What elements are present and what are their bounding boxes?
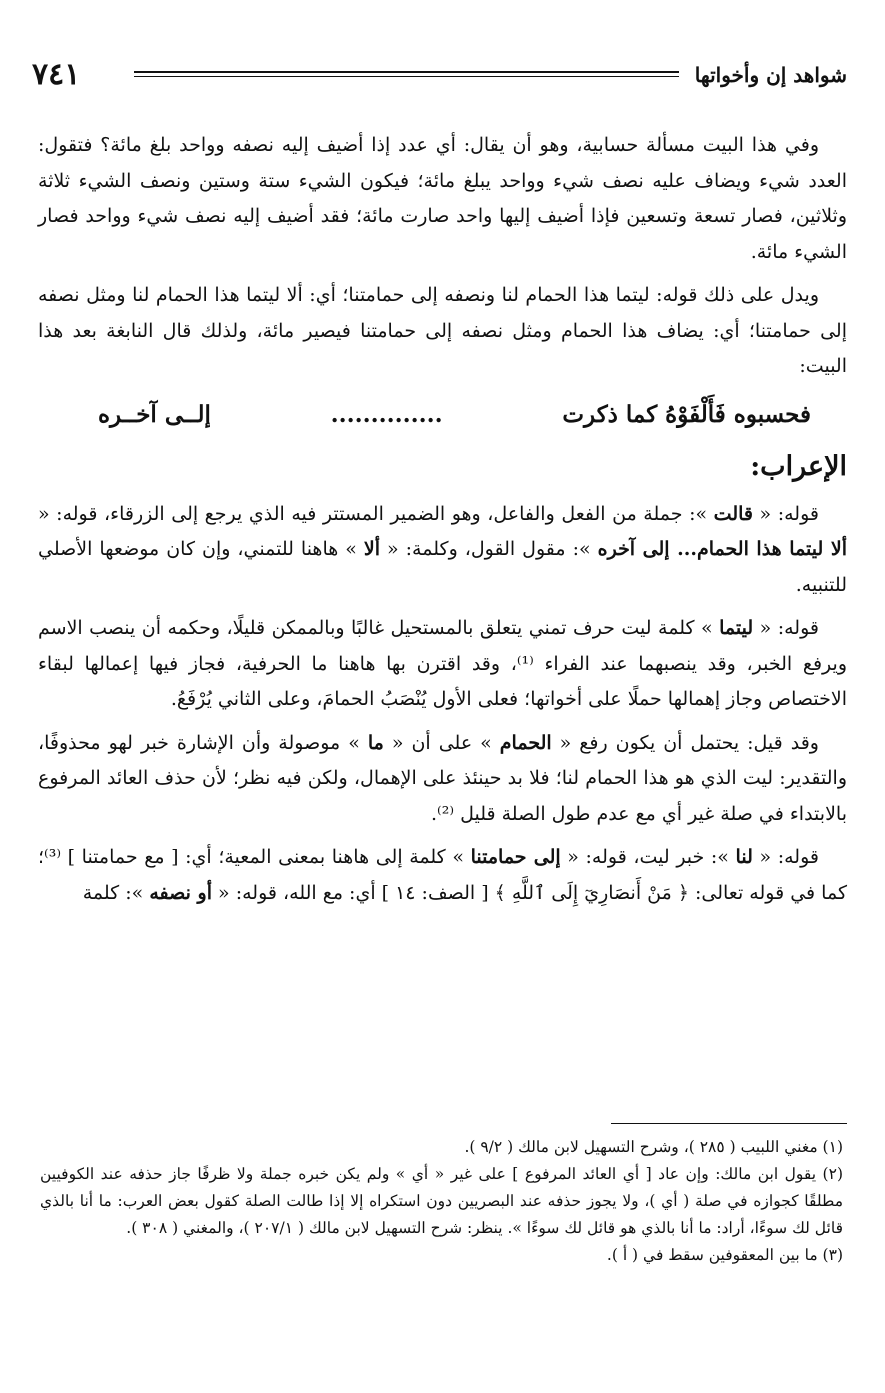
page-number: ٧٤١ [32,57,81,92]
paragraph-lana: قوله: « لنا »: خبر ليت، قوله: « إلى حمامتنا » كلمة إلى هاهنا بمعنى المعية؛ أي: [ مع حمامتنا ] ⁽³⁾؛ كما في قوله تعالى: ﴿ مَنْ أَنصَارِيٓ إِلَى ٱللَّهِ ﴾ [ الصف: ١٤ ] أي: مع الله، قوله: « أو نصفه »: كلمة [38,846,847,904]
term-laytama: ليتما [719,617,754,639]
section-heading: الإعراب: [750,450,847,482]
paragraph-evidence: ويدل على ذلك قوله: ليتما هذا الحمام لنا ونصفه إلى حمامتنا؛ أي: ألا ليتما هذا الحمام لنا ومثل نصفه إلى حمامتنا؛ أي: يضاف هذا الحمام ومثل نصفه إلى حمامتنا فيصير مائة، ولذلك قال النابغة بعد هذا البيت: [38,284,847,377]
paragraph-arithmetic: وفي هذا البيت مسألة حسابية، وهو أن يقال: أي عدد إذا أضيف إليه نصفه وواحد بلغ مائة؟ فتقول: العدد شيء ويضاف عليه نصف شيء وواحد يبلغ مائة؛ فيكون الشيء ستة وستين ونصف الشيء ثلاثة وثلاثين، فصار تسعة وتسعين فإذا أضيف إليها واحد صارت مائة؛ فقد أضيف إليه نصف شيء وواحد فصار الشيء مائة. [38,134,847,263]
footnotes [40,1134,843,1269]
term-quoted-verse: ألا ليتما هذا الحمام... إلى آخره [597,538,848,560]
main-text [38,128,847,919]
footnote-separator [611,1123,847,1124]
term-ila-hamamatina: إلى حمامتنا [470,846,561,868]
verse-ellipsis: .............. [330,400,443,428]
footnote-1: (١) مغني اللبيب ( ٢٨٥ )، وشرح التسهيل لابن مالك ( ٩/٢ ). [464,1138,843,1156]
poem-verse [38,393,847,437]
page-header [32,55,847,97]
paragraph-laytama: قوله: « ليتما » كلمة ليت حرف تمني يتعلق بالمستحيل غالبًا وبالممكن قليلًا، وحكمه أن ينصب الاسم ويرفع الخبر، وقد ينصبهما عند الفراء ⁽¹⁾، وقد اقترن بها هاهنا ما الحرفية، فجاز فيها إعمالها لبقاء الاختصاص وجاز إهمالها حملًا على أخواتها؛ فعلى الأول يُنْصَبُ الحمامَ، وعلى الثاني يُرْفَعُ. [38,617,847,710]
paragraph-qalat: قوله: « قالت »: جملة من الفعل والفاعل، وهو الضمير المستتر فيه الذي يرجع إلى الزرقاء، قوله: « ألا ليتما هذا الحمام... إلى آخره »: مقول القول، وكلمة: « ألا » هاهنا للتمني، وإن كان موضعها الأصلي للتنبيه. [38,502,848,596]
header-rule [134,71,679,77]
footnote-3: (٣) ما بين المعقوفين سقط في ( أ ). [606,1246,843,1264]
verse-first-hemistich: فحسبوه فَأَلْفَوْهُ كما ذكرت [562,400,811,428]
running-title: شواهد إن وأخواتها [694,63,847,87]
term-lana: لنا [735,846,753,868]
term-ma: ما [367,731,384,754]
paragraph-alternative: وقد قيل: يحتمل أن يكون رفع « الحمام » على أن « ما » موصولة وأن الإشارة خبر لهو محذوفًا، والتقدير: ليت الذي هو هذا الحمام لنا؛ فلا بد حينئذ على الإهمال، ولكن فيه نظر؛ لأن حذف العائد المرفوع بالابتداء في صلة غير أي مع عدم طول الصلة قليل ⁽²⁾. [38,731,847,825]
term-hamam: الحمام [499,731,552,754]
term-qalat: قالت [713,502,753,525]
term-aw-nisfuhu: أو نصفه [149,881,212,904]
verse-end-marker: إلــى آخــره [98,400,211,428]
footnote-2: (٢) يقول ابن مالك: وإن عاد [ أي العائد المرفوع ] على غير « أي » ولم يكن خبره جملة ولا ظرفًا جاز حذفه عند الكوفيين مطلقًا كجوازه في صلة ( أي )، ولا يجوز حذفه عند البصريين دون استكراه إلا إذا طالت الصلة كقول بعض العرب: ما أنا بالذي قائل لك سوءًا، أراد: ما أنا بالذي هو قائل لك سوءًا ». ينظر: شرح التسهيل لابن مالك ( ٢٠٧/١ )، والمغني ( ٣٠٨ ). [40,1165,843,1237]
term-ala: ألا [363,538,381,560]
